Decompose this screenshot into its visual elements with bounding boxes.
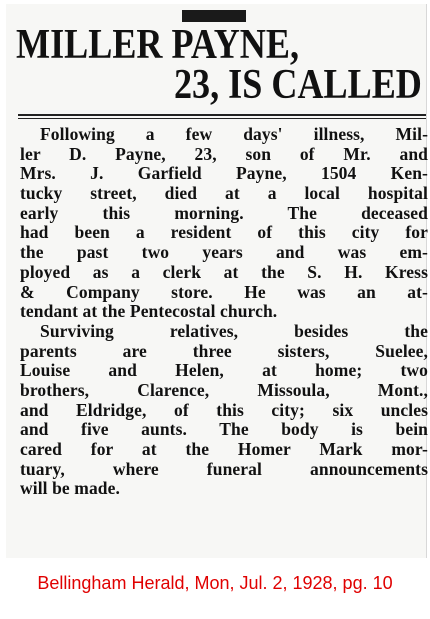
headline-divider-thin (18, 118, 426, 119)
article-line: will be made. (20, 478, 120, 499)
headline-line-1: MILLER PAYNE, (16, 22, 299, 68)
article-line: ler D. Payne, 23, son of Mr. and (20, 143, 428, 164)
headline-divider (18, 114, 426, 116)
article-body (20, 125, 428, 499)
article-line: brothers, Clarence, Missoula, Mont., (20, 379, 428, 400)
article-line: tendant at the Pentecostal church. (20, 301, 278, 322)
article-line: Following a few days' illness, Mil- (40, 124, 428, 144)
source-caption: Bellingham Herald, Mon, Jul. 2, 1928, pg. 10 (37, 573, 393, 593)
article-line: and Eldridge, of this city; six uncles (20, 399, 428, 420)
column-top-rule (182, 10, 246, 22)
headline-line-2: 23, IS CALLED (174, 62, 422, 108)
article-line: the past two years and was em- (20, 242, 428, 263)
article-line: had been a resident of this city for (20, 222, 428, 243)
article-line: tuary, where funeral announcements (20, 458, 428, 479)
article-line: parents are three sisters, Suelee, (20, 340, 428, 361)
article-line: Louise and Helen, at home; two (20, 360, 428, 381)
article-line: Mrs. J. Garfield Payne, 1504 Ken- (20, 163, 428, 184)
article-line: Surviving relatives, besides the (40, 320, 428, 341)
newspaper-clipping (6, 4, 427, 558)
article-line: ployed as a clerk at the S. H. Kress (20, 261, 428, 282)
article-line: cared for at the Homer Mark mor- (20, 439, 428, 459)
article-line: and five aunts. The body is bein (20, 419, 428, 440)
article-line: early this morning. The deceased (20, 202, 428, 223)
article-line: tucky street, died at a local hospital (20, 183, 428, 204)
article-line: & Company store. He was an at- (20, 281, 428, 302)
